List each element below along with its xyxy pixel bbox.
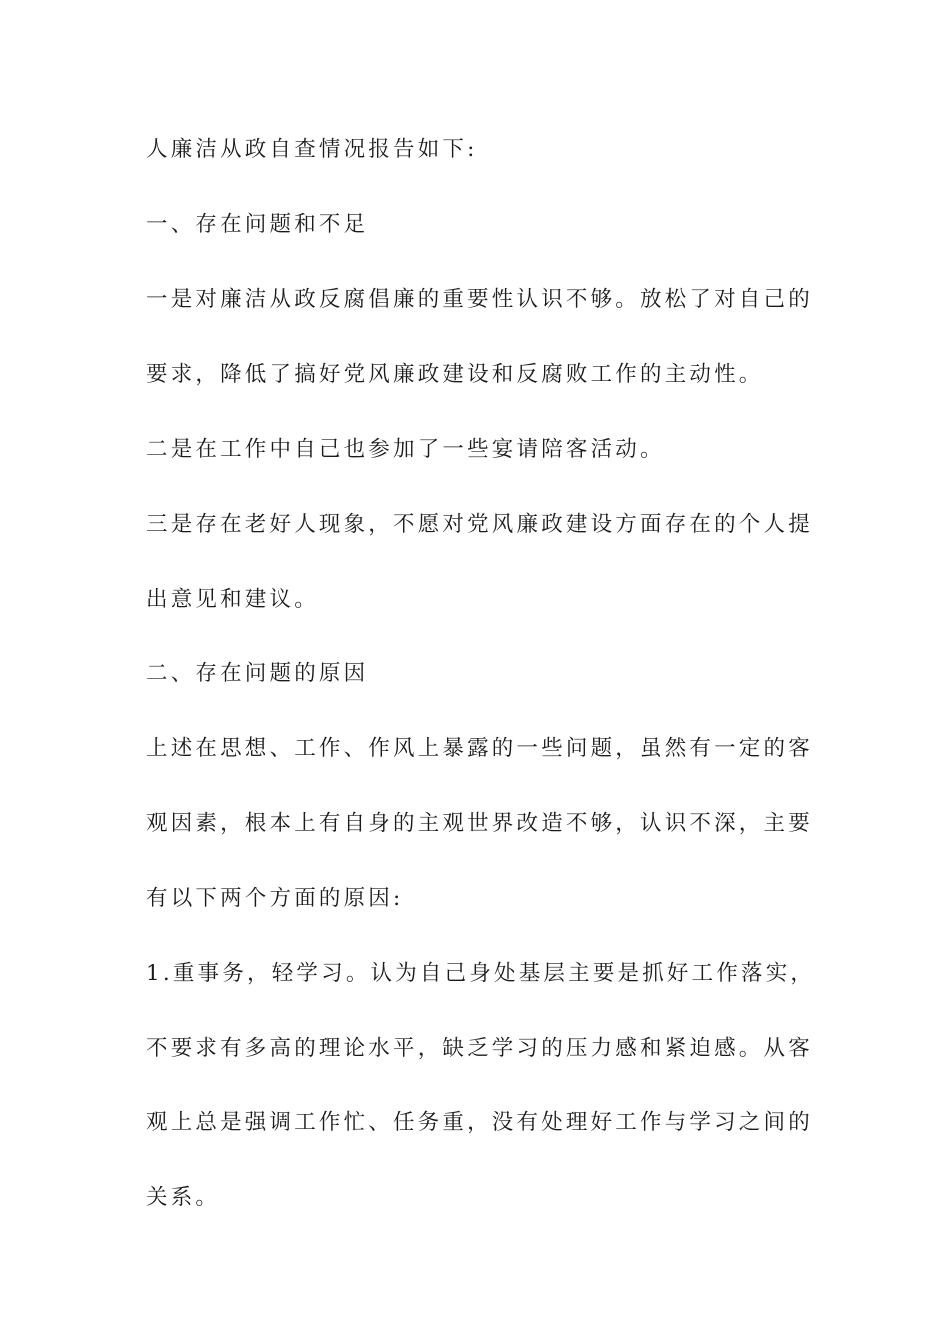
section-heading-causes: 二、存在问题的原因 <box>146 661 369 686</box>
text-line: 关系。 <box>146 1185 221 1210</box>
text-line: 二是在工作中自己也参加了一些宴请陪客活动。 <box>146 437 665 462</box>
text-line: 1.重事务，轻学习。认为自己身处基层主要是抓好工作落实， <box>146 961 816 986</box>
text-line-intro: 人廉洁从政自查情况报告如下: <box>146 137 478 162</box>
section-heading-problems: 一、存在问题和不足 <box>146 212 369 237</box>
text-line: 观上总是强调工作忙、任务重，没有处理好工作与学习之间的 <box>146 1110 813 1135</box>
text-line: 一是对廉洁从政反腐倡廉的重要性认识不够。放松了对自己的 <box>146 287 813 312</box>
text-line: 三是存在老好人现象，不愿对党风廉政建设方面存在的个人提 <box>146 512 813 537</box>
text-line: 要求，降低了搞好党风廉政建设和反腐败工作的主动性。 <box>146 362 764 387</box>
text-line: 出意见和建议。 <box>146 587 319 612</box>
text-line: 观因素，根本上有自身的主观世界改造不够，认识不深，主要 <box>146 811 813 836</box>
text-line: 上述在思想、工作、作风上暴露的一些问题，虽然有一定的客 <box>146 736 813 761</box>
text-line: 有以下两个方面的原因: <box>146 886 404 911</box>
text-line: 不要求有多高的理论水平，缺乏学习的压力感和紧迫感。从客 <box>146 1036 813 1061</box>
